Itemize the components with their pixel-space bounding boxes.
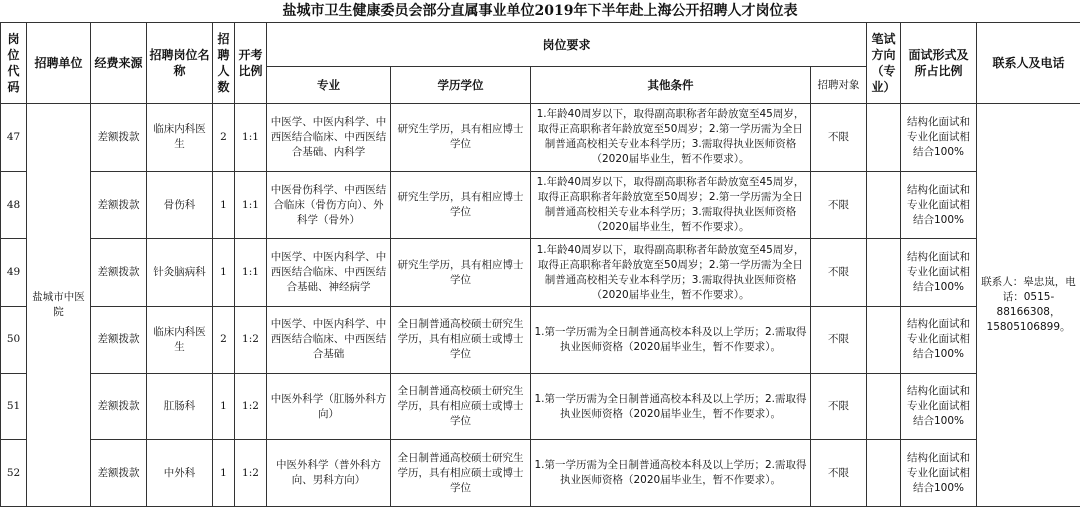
row-written [867,239,901,307]
row-other: 1.年龄40周岁以下，取得副高职称者年龄放宽至45周岁，取得正高职称者年龄放宽至50周岁；2.第一学历需为全日制普通高校相关专业本科学历；3.需取得执业医师资格（2020届毕业生，暂不作要求）。 [531,239,811,307]
row-ratio: 1:1 [235,171,267,239]
row-code: 52 [1,440,27,507]
row-ratio: 1:2 [235,440,267,507]
header-major: 专业 [267,67,391,104]
row-ratio: 1:2 [235,307,267,374]
header-other: 其他条件 [531,67,811,104]
row-degree: 全日制普通高校硕士研究生学历，具有相应硕士或博士学位 [391,373,531,440]
row-target: 不限 [811,373,867,440]
row-target: 不限 [811,104,867,172]
row-interview: 结构化面试和专业化面试相结合100% [901,373,977,440]
header-count: 招聘人数 [213,23,235,104]
row-funding: 差额拨款 [91,104,147,172]
row-interview: 结构化面试和专业化面试相结合100% [901,104,977,172]
row-funding: 差额拨款 [91,307,147,374]
contact-info: 联系人：皋忠岚，电话：0515-88166308，15805106899。 [977,104,1080,507]
row-count: 1 [213,239,235,307]
table-row [1,171,1080,239]
header-target: 招聘对象 [811,67,867,104]
row-funding: 差额拨款 [91,440,147,507]
row-target: 不限 [811,171,867,239]
row-major: 中医外科学（肛肠外科方向） [267,373,391,440]
table-row [1,440,1080,507]
positions-table [0,22,1080,507]
row-target: 不限 [811,440,867,507]
row-code: 48 [1,171,27,239]
header-requirements: 岗位要求 [267,23,867,67]
header-written: 笔试方向（专业） [867,23,901,104]
row-code: 51 [1,373,27,440]
row-position: 中外科 [147,440,213,507]
row-major: 中医学、中医内科学、中西医结合临床、中西医结合基础、内科学 [267,104,391,172]
row-ratio: 1:2 [235,373,267,440]
row-other: 1.第一学历需为全日制普通高校本科及以上学历；2.需取得执业医师资格（2020届毕业生，暂不作要求）。 [531,307,811,374]
header-unit: 招聘单位 [27,23,91,104]
row-position: 针灸脑病科 [147,239,213,307]
row-other: 1.年龄40周岁以下，取得副高职称者年龄放宽至45周岁，取得正高职称者年龄放宽至50周岁；2.第一学历需为全日制普通高校相关专业本科学历；3.需取得执业医师资格（2020届毕业生，暂不作要求）。 [531,104,811,172]
table-row [1,104,1080,172]
row-target: 不限 [811,239,867,307]
header-code: 岗位代码 [1,23,27,104]
row-written [867,307,901,374]
unit-name: 盐城市中医院 [27,104,91,507]
row-funding: 差额拨款 [91,373,147,440]
row-code: 50 [1,307,27,374]
row-funding: 差额拨款 [91,171,147,239]
row-count: 1 [213,171,235,239]
row-count: 2 [213,104,235,172]
row-degree: 研究生学历，具有相应博士学位 [391,239,531,307]
row-major: 中医学、中医内科学、中西医结合临床、中西医结合基础 [267,307,391,374]
page-title: 盐城市卫生健康委员会部分直属事业单位2019年下半年赴上海公开招聘人才岗位表 [282,3,798,19]
row-position: 骨伤科 [147,171,213,239]
header-interview: 面试形式及所占比例 [901,23,977,104]
row-count: 1 [213,373,235,440]
row-interview: 结构化面试和专业化面试相结合100% [901,171,977,239]
row-count: 2 [213,307,235,374]
row-interview: 结构化面试和专业化面试相结合100% [901,239,977,307]
row-ratio: 1:1 [235,104,267,172]
row-ratio: 1:1 [235,239,267,307]
row-count: 1 [213,440,235,507]
row-degree: 研究生学历，具有相应博士学位 [391,104,531,172]
row-major: 中医骨伤科学、中西医结合临床（骨伤方向）、外科学（骨外） [267,171,391,239]
table-row [1,307,1080,374]
header-contact: 联系人及电话 [977,23,1080,104]
row-funding: 差额拨款 [91,239,147,307]
row-position: 肛肠科 [147,373,213,440]
row-interview: 结构化面试和专业化面试相结合100% [901,440,977,507]
row-written [867,104,901,172]
row-degree: 全日制普通高校硕士研究生学历，具有相应硕士或博士学位 [391,440,531,507]
header-ratio: 开考比例 [235,23,267,104]
row-major: 中医外科学（普外科方向、男科方向） [267,440,391,507]
row-position: 临床内科医生 [147,307,213,374]
row-code: 47 [1,104,27,172]
table-row [1,373,1080,440]
row-degree: 全日制普通高校硕士研究生学历，具有相应硕士或博士学位 [391,307,531,374]
header-funding: 经费来源 [91,23,147,104]
row-other: 1.第一学历需为全日制普通高校本科及以上学历；2.需取得执业医师资格（2020届毕业生，暂不作要求）。 [531,440,811,507]
table-row [1,239,1080,307]
row-written [867,373,901,440]
row-code: 49 [1,239,27,307]
header-position: 招聘岗位名称 [147,23,213,104]
row-interview: 结构化面试和专业化面试相结合100% [901,307,977,374]
row-position: 临床内科医生 [147,104,213,172]
row-other: 1.第一学历需为全日制普通高校本科及以上学历；2.需取得执业医师资格（2020届毕业生，暂不作要求）。 [531,373,811,440]
row-other: 1.年龄40周岁以下，取得副高职称者年龄放宽至45周岁，取得正高职称者年龄放宽至50周岁；2.第一学历需为全日制普通高校相关专业本科学历；3.需取得执业医师资格（2020届毕业生，暂不作要求）。 [531,171,811,239]
row-degree: 研究生学历，具有相应博士学位 [391,171,531,239]
row-target: 不限 [811,307,867,374]
header-degree: 学历学位 [391,67,531,104]
row-written [867,171,901,239]
row-major: 中医学、中医内科学、中西医结合临床、中西医结合基础、神经病学 [267,239,391,307]
row-written [867,440,901,507]
